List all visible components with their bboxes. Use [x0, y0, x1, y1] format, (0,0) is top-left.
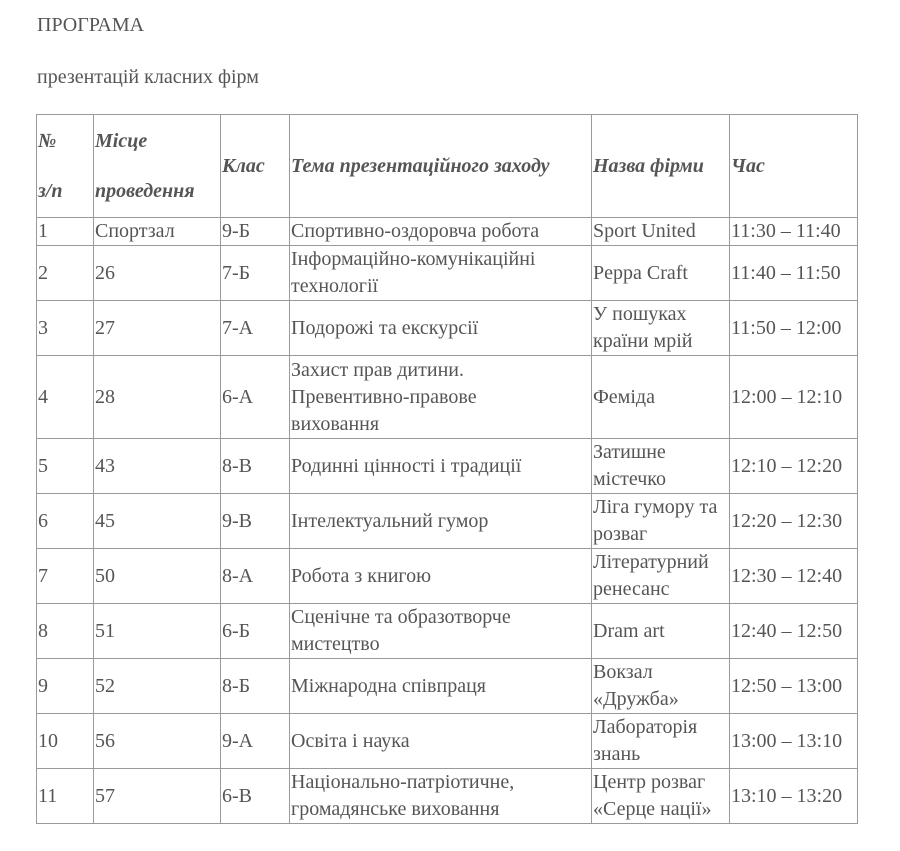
cell-place: Спортзал [94, 218, 221, 246]
cell-firm: Sport United [592, 218, 730, 246]
header-number [37, 115, 94, 218]
cell-class: 6-А [221, 356, 290, 439]
cell-place: 56 [94, 714, 221, 769]
cell-topic: Сценічне та образотворче мистецтво [290, 604, 592, 659]
cell-firm: Феміда [592, 356, 730, 439]
table-row [37, 714, 858, 769]
cell-topic: Інтелектуальний гумор [290, 494, 592, 549]
cell-place: 43 [94, 439, 221, 494]
table-row [37, 218, 858, 246]
cell-class: 7-Б [221, 246, 290, 301]
table-row [37, 604, 858, 659]
cell-number: 1 [37, 218, 94, 246]
table-row [37, 659, 858, 714]
cell-number: 11 [37, 769, 94, 824]
table-header-row [37, 115, 858, 218]
cell-place: 45 [94, 494, 221, 549]
cell-place: 57 [94, 769, 221, 824]
cell-class: 7-А [221, 301, 290, 356]
cell-time: 11:30 – 11:40 [730, 218, 858, 246]
document-subtitle: презентацій класних фірм [37, 66, 259, 88]
cell-place: 50 [94, 549, 221, 604]
header-number-line2: з/п [38, 180, 63, 202]
cell-topic: Спортивно-оздоровча робота [290, 218, 592, 246]
cell-firm: Вокзал «Дружба» [592, 659, 730, 714]
table-row [37, 549, 858, 604]
cell-time: 12:00 – 12:10 [730, 356, 858, 439]
cell-firm: У пошуках країни мрій [592, 301, 730, 356]
cell-time: 11:40 – 11:50 [730, 246, 858, 301]
cell-place: 27 [94, 301, 221, 356]
cell-firm: Peppa Craft [592, 246, 730, 301]
cell-firm: Ліга гумору та розваг [592, 494, 730, 549]
cell-number: 7 [37, 549, 94, 604]
document-title: ПРОГРАМА [37, 14, 145, 36]
cell-class: 9-А [221, 714, 290, 769]
cell-class: 8-А [221, 549, 290, 604]
cell-firm: Літературний ренесанс [592, 549, 730, 604]
cell-place: 51 [94, 604, 221, 659]
cell-class: 6-В [221, 769, 290, 824]
cell-time: 12:30 – 12:40 [730, 549, 858, 604]
header-place-line2: проведення [95, 180, 195, 202]
cell-place: 26 [94, 246, 221, 301]
table-row [37, 439, 858, 494]
cell-number: 2 [37, 246, 94, 301]
cell-time: 11:50 – 12:00 [730, 301, 858, 356]
table-row [37, 356, 858, 439]
cell-firm: Лабораторія знань [592, 714, 730, 769]
cell-class: 8-Б [221, 659, 290, 714]
cell-topic: Інформаційно-комунікаційні технології [290, 246, 592, 301]
cell-class: 9-В [221, 494, 290, 549]
cell-topic: Захист прав дитини. Превентивно-правове виховання [290, 356, 592, 439]
cell-topic: Освіта і наука [290, 714, 592, 769]
program-table [36, 114, 858, 824]
header-topic: Тема презентаційного заходу [290, 115, 592, 218]
cell-time: 13:00 – 13:10 [730, 714, 858, 769]
cell-time: 12:10 – 12:20 [730, 439, 858, 494]
header-number-line1: № [38, 130, 57, 152]
cell-topic: Робота з книгою [290, 549, 592, 604]
cell-number: 4 [37, 356, 94, 439]
table-row [37, 494, 858, 549]
cell-place: 52 [94, 659, 221, 714]
cell-topic: Національно-патріотичне, громадянське виховання [290, 769, 592, 824]
cell-time: 12:40 – 12:50 [730, 604, 858, 659]
header-class: Клас [221, 115, 290, 218]
table-row [37, 301, 858, 356]
cell-topic: Міжнародна співпраця [290, 659, 592, 714]
cell-number: 6 [37, 494, 94, 549]
cell-class: 9-Б [221, 218, 290, 246]
header-place [94, 115, 221, 218]
cell-number: 5 [37, 439, 94, 494]
cell-firm: Затишне містечко [592, 439, 730, 494]
header-place-line1: Місце [95, 130, 148, 152]
cell-number: 10 [37, 714, 94, 769]
cell-time: 12:20 – 12:30 [730, 494, 858, 549]
cell-firm: Dram art [592, 604, 730, 659]
cell-topic: Родинні цінності і традиції [290, 439, 592, 494]
cell-place: 28 [94, 356, 221, 439]
header-firm: Назва фірми [592, 115, 730, 218]
cell-number: 3 [37, 301, 94, 356]
cell-number: 9 [37, 659, 94, 714]
table-row [37, 769, 858, 824]
cell-time: 12:50 – 13:00 [730, 659, 858, 714]
cell-number: 8 [37, 604, 94, 659]
header-time: Час [730, 115, 858, 218]
cell-time: 13:10 – 13:20 [730, 769, 858, 824]
cell-class: 8-В [221, 439, 290, 494]
cell-topic: Подорожі та екскурсії [290, 301, 592, 356]
cell-class: 6-Б [221, 604, 290, 659]
cell-firm: Центр розваг «Серце нації» [592, 769, 730, 824]
table-row [37, 246, 858, 301]
